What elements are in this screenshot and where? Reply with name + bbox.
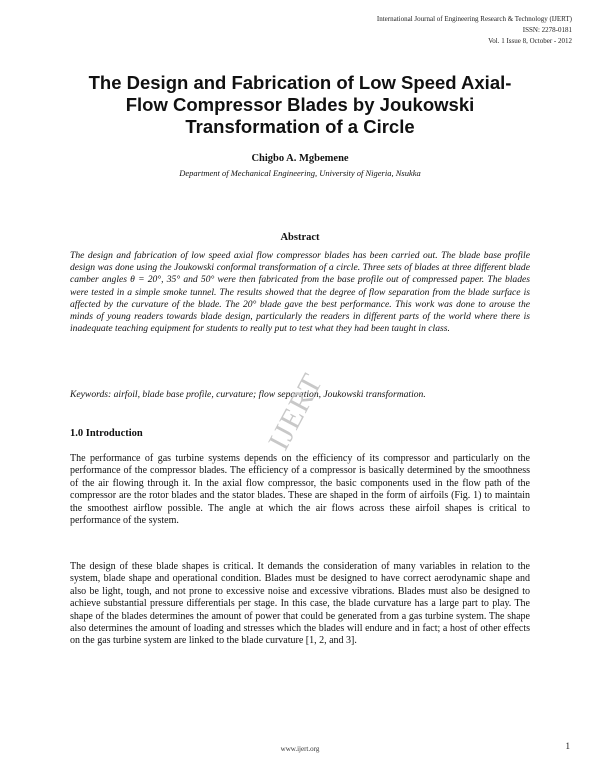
watermark: IJERT bbox=[262, 368, 330, 456]
abstract-text: The design and fabrication of low speed axial flow compressor blades has been carried out. The blade base profile design was done using the Joukowski conformal transformation of a circle. Three sets of blades at three different blade camber angles θ = 20°, 35° and 50° were then fabricated from the base profile out of compressed paper. The blades were tested in a simple smoke tunnel. The results showed that the degree of flow separation from the blade surface is affected by the curvature of the blade. The 20° blade gave the best performance. This work was done to arouse the minds of young readers towards blade design, particularly the readers in different parts of the world where there is inadequate teaching equipment for students to really put to test what they had been taught in class. bbox=[70, 250, 530, 335]
journal-name: International Journal of Engineering Research & Technology (IJERT) bbox=[376, 15, 572, 23]
section-heading-introduction: 1.0 Introduction bbox=[70, 428, 143, 439]
intro-paragraph-2: The design of these blade shapes is critical. It demands the consideration of many variables in relation to the system, blade shape and operational condition. Blades must be designed to have correct aerodynamic shape and also be light, tough, and not prone to excessive noise and excessive vibrations. Blades must also be designed to achieve substantial pressure differentials per stage. In this case, the blade curvature has a large part to play. The shape of the blades determines the amount of power that could be generated from a gas turbine system. The shape also determines the amount of loading and stresses which the blades will endure and in fact; a host of other effects on the gas turbine system are linked to the blade curvature [1, 2, and 3]. bbox=[70, 561, 530, 647]
journal-volume: Vol. 1 Issue 8, October - 2012 bbox=[488, 37, 572, 45]
title-line-3: Transformation of a Circle bbox=[185, 116, 415, 137]
footer-url[interactable]: www.ijert.org bbox=[280, 745, 320, 753]
page-number: 1 bbox=[565, 741, 570, 751]
keywords: Keywords: airfoil, blade base profile, curvature; flow separation, Joukowski transformation. bbox=[70, 389, 426, 400]
paper-title bbox=[60, 72, 540, 138]
journal-header bbox=[377, 14, 572, 47]
abstract-heading: Abstract bbox=[280, 232, 320, 243]
title-line-1: The Design and Fabrication of Low Speed Axial- bbox=[88, 72, 512, 93]
author-name: Chigbo A. Mgbemene bbox=[251, 153, 349, 164]
author-affiliation: Department of Mechanical Engineering, University of Nigeria, Nsukka bbox=[179, 168, 421, 178]
title-line-2: Flow Compressor Blades by Joukowski bbox=[125, 94, 475, 115]
journal-issn: ISSN: 2278-0181 bbox=[522, 26, 572, 34]
intro-paragraph-1: The performance of gas turbine systems depends on the efficiency of its compressor and particularly on the performance of the compressor blades. The efficiency of a compressor is basically determined by the smoothness of the air flowing through it. In the axial flow compressor, the basic components used in the flow path of the compressor are the rotor blades and the stator blades. These are shaped in the form of airfoils (Fig. 1) to maintain the smoothest airflow possible. The angle at which the air flows across these airfoil shapes is critical to performance of the system. bbox=[70, 453, 530, 527]
